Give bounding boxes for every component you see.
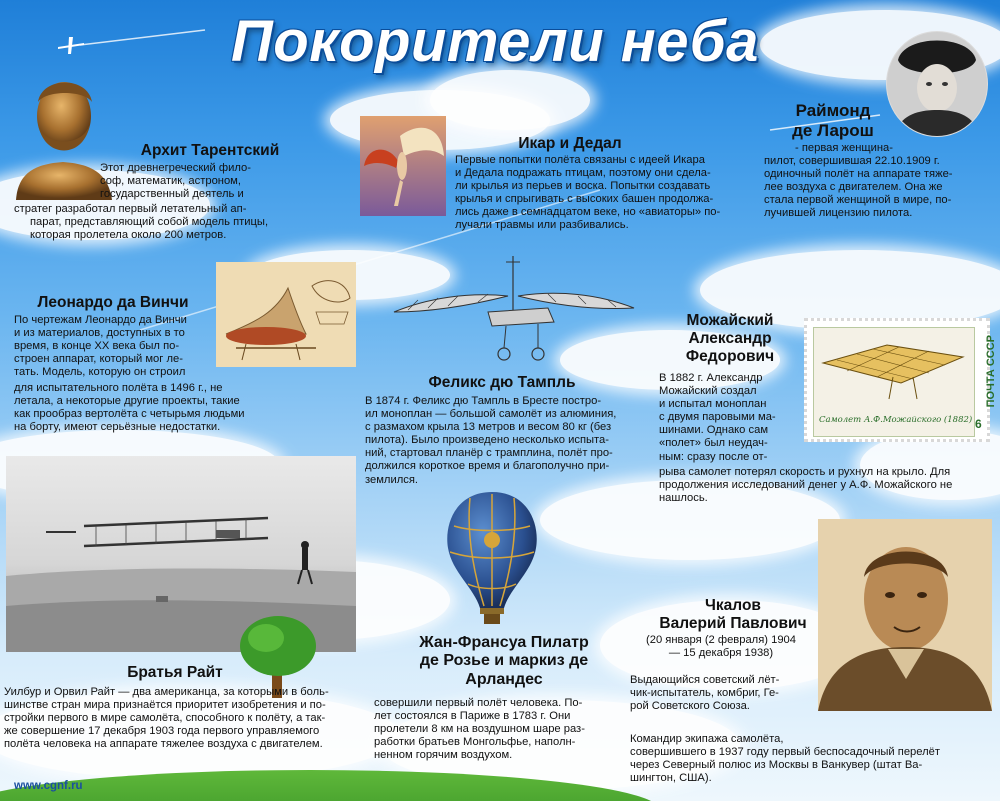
text-line: шинстве стран мира признаётся приоритет изобретения и по- <box>4 699 326 712</box>
icarus-text <box>455 154 745 233</box>
montgolfier-title <box>378 634 630 689</box>
text-line: парат, представляющий собой модель птицы, <box>30 216 269 229</box>
chkalov-text-crew <box>630 733 988 785</box>
text-line: нашлось. <box>659 492 708 505</box>
text-line: строен аппарат, который мог ле- <box>14 353 183 366</box>
text-line: «полет» был неудач- <box>659 437 768 450</box>
text-line: ли крылья из перьев и воска. Попытки создавать <box>455 180 711 193</box>
raymonde-text-start: - первая женщина- <box>795 142 894 154</box>
text-line: рыва самолет потерял скорость и рухнул на крыло. Для <box>659 466 951 478</box>
text-line: В 1882 г. Александр <box>659 372 763 384</box>
title-line: Жан-Франсуа Пилатр <box>419 634 589 651</box>
text-line: и из материалов, доступных в то <box>14 327 185 340</box>
text-line: землился. <box>365 473 418 486</box>
montgolfier-text <box>374 697 612 762</box>
text-line: и Дедала подражать птицам, поэтому они сдела- <box>455 167 711 180</box>
temple-monoplane-image <box>388 250 638 364</box>
raymonde-title <box>778 101 888 140</box>
raymonde-portrait-image <box>884 30 990 138</box>
text-line: ным: сразу после от- <box>659 450 768 463</box>
text-line: стала первой женщиной в мире, по- <box>764 194 952 207</box>
text-line: ний, стартовал планёр с трамплина, полёт про- <box>365 447 613 460</box>
text-line: Уилбур и Орвил Райт — два американца, за которыми в боль- <box>4 686 329 698</box>
archytas-text <box>100 162 312 201</box>
text-line: Первые попытки полёта связаны с идеей Икара <box>455 154 705 166</box>
title-line: Федорович <box>685 347 775 365</box>
temple-text <box>365 395 641 487</box>
mozhaysky-text-narrow <box>659 372 797 464</box>
icarus-title: Икар и Дедал <box>518 135 622 152</box>
text-line: пилота). Было произведено несколько испыта- <box>365 434 609 447</box>
leonardo-text-wide <box>14 382 266 434</box>
archytas-text-wide <box>14 203 312 242</box>
montgolfier-balloon-image <box>444 490 540 628</box>
text-line: В 1874 г. Феликс дю Тампль в Бресте постро- <box>365 395 602 407</box>
chkalov-dates <box>630 634 812 660</box>
mozhaysky-stamp <box>804 318 997 442</box>
text-line: летала, а некоторые другие проекты, такие <box>14 395 240 408</box>
wright-text <box>4 686 354 751</box>
text-line: с размахом крыла 13 метров и весом 80 кг (без <box>365 421 612 434</box>
text-line: ил моноплан — большой самолёт из алюминия, <box>365 408 617 421</box>
text-line: как прообраз вертолёта с четырьмя людьми <box>14 408 245 421</box>
title-line: Арландес <box>465 670 543 688</box>
title-line: Чкалов <box>705 597 761 614</box>
chkalov-portrait-image <box>818 519 992 711</box>
title-line: Раймонд <box>795 101 871 120</box>
text-line: лее воздуха с двигателем. Она же <box>764 181 943 194</box>
text-line: одиночный полёт на аппарате тяже- <box>764 168 953 181</box>
text-line: шингтон, США). <box>630 772 712 785</box>
text-line: соф, математик, астроном, <box>100 175 241 188</box>
stamp-caption: Самолет А.Ф.Можайского (1882) <box>819 415 973 425</box>
text-line: работки братьев Монгольфье, наполн- <box>374 736 576 749</box>
text-line: для испытательного полёта в 1496 г., не <box>14 382 223 394</box>
stamp-country: ПОЧТА СССР <box>985 335 997 408</box>
icarus-painting-image <box>360 116 446 216</box>
text-line: пилот, совершившая 22.10.1909 г. <box>764 155 940 167</box>
text-line: крылья и спрыгивать с высоких башен продолжа- <box>455 193 714 206</box>
text-line: государственный деятель и <box>100 188 244 201</box>
text-line: лись даже в семнадцатом веке, но «авиаторы» по- <box>455 206 721 219</box>
chkalov-title <box>650 597 816 633</box>
text-line: По чертежам Леонардо да Винчи <box>14 314 187 326</box>
text-line: продолжения исследований денег у А.Ф. Можайского не <box>659 479 953 492</box>
text-line: совершили первый полёт человека. По- <box>374 697 583 709</box>
leonardo-sketch-image <box>216 262 356 367</box>
wright-title: Братья Райт <box>127 664 223 681</box>
leonardo-title: Леонардо да Винчи <box>37 294 189 311</box>
title-line: Валерий Павлович <box>659 614 807 632</box>
text-line: пролетели 8 км на воздушном шаре раз- <box>374 723 585 736</box>
stamp-plane-drawing <box>817 333 969 405</box>
text-line: лучали травмы или разбивались. <box>455 219 629 232</box>
archytas-title: Архит Тарентский <box>140 142 280 159</box>
text-line: же совершение 17 декабря 1903 года первого управляемого <box>4 725 320 738</box>
text-line: стратег разработал первый летательный ап- <box>14 203 247 215</box>
text-line: Командир экипажа самолёта, <box>630 733 784 745</box>
text-line: совершившего в 1937 году первый беспосадочный перелёт <box>630 746 940 759</box>
text-line: — 15 декабря 1938) <box>668 647 774 660</box>
text-line: (20 января (2 февраля) 1904 <box>646 634 796 646</box>
site-url: www.cgnf.ru <box>14 780 83 792</box>
title-line: де Розье и маркиз де <box>419 652 589 670</box>
plane-icon <box>56 34 86 58</box>
text-line: ненном горячим воздухом. <box>374 749 513 762</box>
text-line: лет состоялся в Париже в 1783 г. Они <box>374 710 571 723</box>
text-line: Этот древнегреческий фило- <box>100 162 251 174</box>
text-line: Можайский создал <box>659 385 757 398</box>
text-line: полёта человека на аппарате тяжелее воздуха с двигателем. <box>4 738 323 751</box>
chkalov-text <box>630 674 810 713</box>
text-line: стройки первого в мире самолёта, способного к полёту, а так- <box>4 712 326 725</box>
raymonde-text <box>764 155 988 220</box>
text-line: с двумя паровыми ма- <box>659 411 776 424</box>
text-line: которая пролетела около 200 метров. <box>30 229 227 242</box>
title-line: Александр <box>688 329 772 347</box>
text-line: рой Советского Союза. <box>630 700 750 713</box>
page-title: Покорители неба <box>231 9 759 74</box>
text-line: должился короткое время и благополучно при- <box>365 460 610 473</box>
title-line: Можайский <box>686 312 774 329</box>
text-line: тать. Модель, которую он строил <box>14 366 186 379</box>
text-line: шинами. Однако сам <box>659 424 769 437</box>
leonardo-text <box>14 314 212 379</box>
text-line: и испытал моноплан <box>659 398 767 411</box>
temple-title: Феликс дю Тампль <box>428 374 576 391</box>
text-line: на борту, имеют серьёзные недостатки. <box>14 421 221 434</box>
text-line: чик-испытатель, комбриг, Ге- <box>630 687 779 700</box>
text-line: лучившей лицензию пилота. <box>764 207 913 220</box>
mozhaysky-text-wide <box>659 466 989 505</box>
title-line: де Ларош <box>792 120 874 140</box>
stamp-value: 6 <box>975 417 982 431</box>
text-line: Выдающийся советский лёт- <box>630 674 780 686</box>
mozhaysky-title <box>660 312 800 365</box>
text-line: через Северный полюс из Москвы в Ванкувер (штат Ва- <box>630 759 923 772</box>
text-line: время, в конце XX века был по- <box>14 340 180 353</box>
